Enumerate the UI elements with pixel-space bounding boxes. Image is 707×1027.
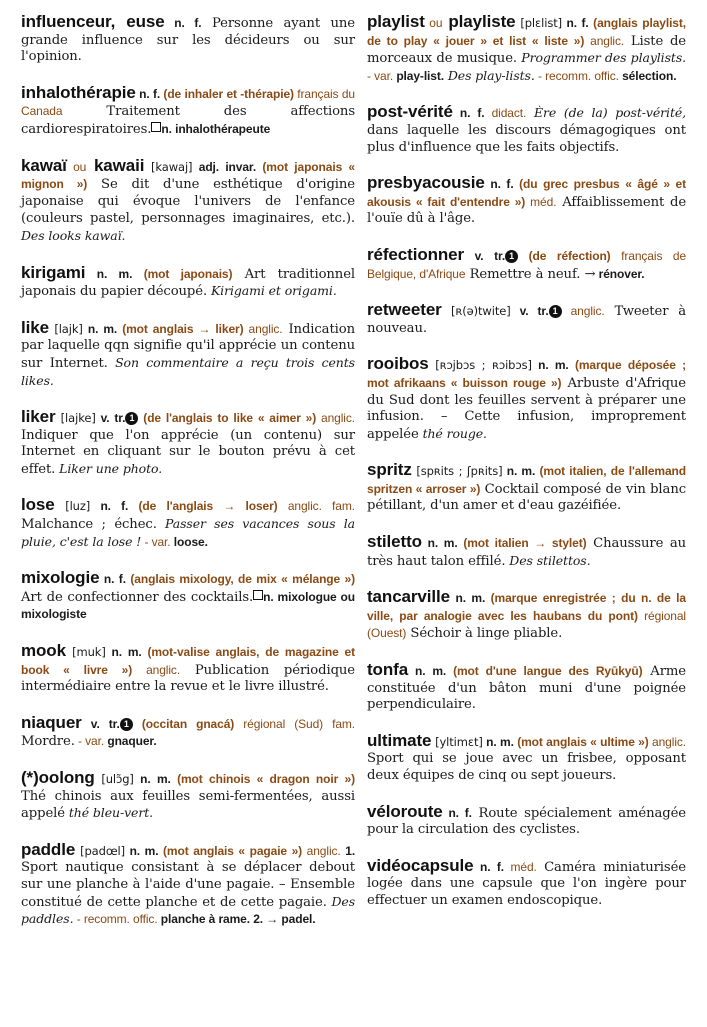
usage-label: - var. bbox=[367, 68, 394, 83]
dictionary-entry bbox=[21, 712, 356, 751]
dictionary-entry bbox=[367, 14, 686, 85]
grammar-label: 1. bbox=[345, 843, 356, 858]
grammar-label: n. m. bbox=[427, 536, 458, 551]
example: Des looks kawaï. bbox=[21, 227, 126, 243]
headword: rooibos bbox=[367, 354, 429, 374]
dictionary-entry bbox=[367, 175, 686, 228]
grammar-label: n. f. bbox=[459, 106, 485, 121]
headword: lose bbox=[21, 495, 55, 515]
grammar-label: n. m. bbox=[96, 266, 133, 281]
grammar-label: n. f. bbox=[448, 805, 472, 820]
definition: Sport qui se joue avec un frisbee, opposant deux équipes de cinq ou sept joueurs. bbox=[367, 751, 686, 783]
dictionary-entry bbox=[21, 155, 356, 246]
headword: inhalothérapie bbox=[21, 82, 136, 102]
definition: Malchance ; échec. bbox=[21, 517, 157, 533]
dictionary-entry bbox=[367, 302, 686, 337]
example: Son commentaire a reçu trois cents likes. bbox=[21, 354, 355, 388]
pronunciation: [lajk] bbox=[54, 321, 83, 336]
dictionary-entry bbox=[367, 104, 686, 156]
headword: véloroute bbox=[367, 801, 443, 821]
definition: Art de confectionner des cocktails. bbox=[21, 589, 254, 605]
grammar-label: n. m. bbox=[140, 772, 171, 786]
definition: Cocktail composé de vin blanc pétillant, d'un amer et d'eau gazéifiée. bbox=[367, 481, 686, 514]
etymology: (mot anglais « ultime ») bbox=[517, 734, 649, 749]
definition: Indication par laquelle qqn signifie qu'il apprécie un contenu sur Internet. bbox=[21, 321, 355, 371]
usage-label: méd. bbox=[510, 859, 537, 874]
pronunciation: [kawaj] bbox=[151, 159, 193, 174]
dictionary-entry bbox=[21, 770, 355, 823]
usage-label: ou bbox=[429, 16, 443, 30]
definition: Art traditionnel japonais du papier découpé. bbox=[21, 266, 356, 300]
etymology: (mot chinois « dragon noir ») bbox=[177, 772, 355, 786]
headword: tonfa bbox=[367, 660, 409, 680]
grammar-label: n. m. bbox=[455, 591, 486, 606]
headword: influenceur, euse bbox=[21, 12, 165, 31]
grammar-label: n. m. bbox=[111, 645, 142, 660]
definition: Thé chinois aux feuilles semi-fermentées, aussi appelé bbox=[21, 788, 355, 822]
definition: Chaussure au très haut talon effilé. bbox=[367, 536, 686, 569]
usage-label: français de Belgique, d'Afrique bbox=[367, 248, 687, 281]
dictionary-entry bbox=[21, 14, 355, 66]
cross-reference: play-list. bbox=[396, 68, 444, 83]
etymology: (mot-valise anglais, de magazine et book « livre ») bbox=[21, 645, 356, 677]
grammar-label: 2. → bbox=[253, 912, 279, 927]
pronunciation: [ulɔ̃g] bbox=[101, 772, 134, 786]
usage-label: - recomm. offic. bbox=[76, 912, 158, 927]
definition: Arme constituée d'un bâton muni d'une poignée perpendiculaire. bbox=[367, 664, 687, 713]
dictionary-entry bbox=[367, 534, 686, 570]
definition: Remettre à neuf. → bbox=[469, 266, 596, 282]
etymology: (mot japonais « mignon ») bbox=[21, 159, 356, 192]
dictionary-entry bbox=[367, 730, 687, 785]
etymology: (du grec presbus « âgé » et akousis « fait d'entendre ») bbox=[367, 177, 686, 209]
usage-label: anglic. bbox=[321, 411, 356, 426]
definition: Arbuste d'Afrique du Sud dont les feuilles servent à préparer une infusion. – Cette infusion, improprement appelée bbox=[367, 375, 686, 442]
usage-label: - var. bbox=[78, 734, 105, 749]
usage-label: anglic. bbox=[570, 304, 605, 319]
example: Des stilettos. bbox=[509, 552, 591, 568]
headword: liker bbox=[21, 407, 56, 427]
headword: mixologie bbox=[21, 568, 100, 588]
etymology: (occitan gnacá) bbox=[141, 716, 235, 731]
headword: retweeter bbox=[367, 300, 442, 320]
definition: Liste de morceaux de musique. bbox=[367, 33, 686, 67]
etymology: (de l'anglais to like « aimer ») bbox=[143, 411, 317, 426]
headword: playlist bbox=[367, 12, 425, 31]
usage-label: ou bbox=[73, 159, 87, 174]
right-column bbox=[367, 0, 707, 1027]
definition: Caméra miniaturisée logée dans une capsule que l'on ingère pour effectuer un examen endoscopique. bbox=[367, 859, 686, 908]
example: thé rouge. bbox=[422, 425, 487, 441]
usage-label: français du Canada bbox=[21, 86, 355, 119]
grammar-label: n. f. bbox=[103, 572, 126, 587]
etymology: (marque déposée ; mot afrikaans « buisson rouge ») bbox=[367, 358, 686, 390]
headword: kawaii bbox=[93, 155, 145, 175]
dictionary-entry bbox=[21, 839, 356, 929]
example: thé bleu-vert. bbox=[68, 805, 154, 821]
headword: stiletto bbox=[367, 532, 422, 552]
dictionary-entry bbox=[21, 643, 355, 696]
pronunciation: [lajke] bbox=[60, 411, 96, 426]
etymology: (anglais playlist, de to play « jouer » et list « liste ») bbox=[367, 16, 687, 48]
grammar-label: n. m. bbox=[538, 358, 569, 373]
usage-label: anglic. fam. bbox=[287, 499, 355, 514]
conjugation-badge: 1 bbox=[505, 250, 518, 263]
dictionary-entry bbox=[367, 356, 686, 443]
dictionary-entry bbox=[21, 82, 355, 139]
usage-label: anglic. bbox=[146, 662, 181, 677]
definition: dans laquelle les discours démagogiques ont plus d'influence que les faits objectifs. bbox=[367, 122, 686, 155]
etymology: (mot italien → stylet) bbox=[463, 536, 587, 551]
definition: Traitement des affections cardiorespiratoires. bbox=[21, 104, 355, 137]
grammar-label: v. tr. bbox=[519, 304, 549, 319]
etymology: (de inhaler et -thérapie) bbox=[163, 86, 294, 101]
headword: kawaï bbox=[21, 155, 67, 175]
usage-label: anglic. bbox=[306, 843, 341, 858]
conjugation-badge: 1 bbox=[549, 305, 562, 318]
headword: niaquer bbox=[21, 712, 82, 732]
grammar-label: n. mixologue ou mixologiste bbox=[21, 589, 356, 622]
pronunciation: [yltimɛt] bbox=[435, 734, 483, 749]
grammar-label: n. m. bbox=[414, 664, 447, 679]
headword: réfectionner bbox=[367, 244, 465, 264]
grammar-label: n. f. bbox=[566, 16, 589, 30]
dictionary-entry bbox=[21, 317, 355, 390]
pronunciation: [ʀ(ə)twite] bbox=[451, 304, 511, 319]
headword: tancarville bbox=[367, 587, 451, 607]
dictionary-entry bbox=[21, 409, 355, 478]
headword: post-vérité bbox=[367, 102, 453, 122]
headword: playliste bbox=[448, 12, 516, 31]
usage-label: - recomm. offic. bbox=[537, 68, 619, 83]
square-icon bbox=[253, 590, 263, 600]
definition: Sport nautique consistant à se déplacer debout sur une planche à l'aide d'une pagaie. – Ensemble constitué de cette planche et de cette pagaie. bbox=[21, 860, 355, 910]
grammar-label: v. tr. bbox=[100, 411, 126, 426]
definition: Publication périodique intermédiaire entre la revue et le livre illustré. bbox=[21, 662, 356, 695]
dictionary-entry bbox=[21, 262, 356, 301]
example: Liker une photo. bbox=[59, 460, 163, 476]
square-icon bbox=[151, 122, 161, 132]
headword: presbyacousie bbox=[367, 173, 485, 193]
grammar-label: v. tr. bbox=[474, 248, 506, 263]
etymology: (mot d'une langue des Ryūkyū) bbox=[453, 664, 643, 679]
definition: Séchoir à linge pliable. bbox=[410, 626, 563, 642]
definition: Personne ayant une grande influence sur les décideurs ou sur l'opinion. bbox=[21, 16, 356, 65]
headword: kirigami bbox=[21, 262, 86, 282]
example: Ère (de la) post-vérité, bbox=[533, 105, 687, 121]
definition: Indiquer que l'on apprécie (un contenu) sur Internet en cliquant sur le bouton prévu à cet effet. bbox=[21, 427, 355, 477]
headword: vidéocapsule bbox=[367, 855, 474, 875]
headword: like bbox=[21, 317, 49, 337]
headword: paddle bbox=[21, 839, 76, 859]
dictionary-entry bbox=[21, 497, 355, 551]
usage-label: régional (Sud) fam. bbox=[243, 716, 356, 731]
etymology: (marque enregistrée ; du n. de la ville, par analogie avec les haubans du pont) bbox=[367, 591, 686, 623]
grammar-label: n. f. bbox=[174, 16, 202, 30]
usage-label: anglic. bbox=[590, 33, 625, 48]
grammar-label: adj. invar. bbox=[198, 159, 257, 174]
usage-label: anglic. bbox=[248, 321, 283, 336]
headword: spritz bbox=[367, 460, 412, 480]
definition: Affaiblissement de l'ouïe dû à l'âge. bbox=[367, 194, 687, 227]
example: Des play-lists. bbox=[447, 67, 535, 83]
etymology: (mot anglais « pagaie ») bbox=[163, 843, 303, 858]
definition: Tweeter à nouveau. bbox=[367, 304, 687, 336]
etymology: (de réfection) bbox=[528, 248, 611, 263]
pronunciation: [ʀɔjbɔs ; ʀɔibɔs] bbox=[435, 358, 532, 373]
grammar-label: n. inhalothérapeute bbox=[161, 121, 271, 136]
grammar-label: n. m. bbox=[486, 734, 514, 749]
etymology: (anglais mixology, de mix « mélange ») bbox=[130, 572, 356, 587]
usage-label: régional (Ouest) bbox=[367, 608, 686, 641]
grammar-label: n. f. bbox=[490, 177, 514, 192]
usage-label: anglic. bbox=[652, 734, 687, 749]
etymology: (de l'anglais → loser) bbox=[138, 499, 278, 514]
conjugation-badge: 1 bbox=[120, 718, 133, 731]
dictionary-entry bbox=[367, 801, 686, 839]
pronunciation: [muk] bbox=[72, 645, 106, 660]
definition: Mordre. bbox=[21, 734, 75, 750]
dictionary-entry bbox=[21, 570, 355, 624]
grammar-label: n. m. bbox=[87, 321, 118, 336]
etymology: (mot anglais → liker) bbox=[122, 321, 244, 336]
cross-reference: rénover. bbox=[598, 266, 645, 281]
definition: Route spécialement aménagée pour la circulation des cyclistes. bbox=[367, 805, 686, 838]
example: Passer ses vacances sous la pluie, c'est la lose ! bbox=[21, 516, 355, 549]
headword: mook bbox=[21, 641, 66, 661]
cross-reference: planche à rame. bbox=[160, 912, 250, 927]
grammar-label: n. m. bbox=[129, 843, 159, 858]
cross-reference: padel. bbox=[281, 912, 316, 927]
example: Des paddles. bbox=[21, 893, 356, 927]
pronunciation: [plɛlist] bbox=[520, 16, 563, 30]
headword: (*)oolong bbox=[21, 768, 95, 787]
example: Kirigami et origami. bbox=[210, 283, 337, 299]
pronunciation: [spʀits ; ʃpʀits] bbox=[416, 464, 503, 479]
cross-reference: sélection. bbox=[622, 68, 677, 83]
pronunciation: [luz] bbox=[65, 499, 91, 514]
etymology: (mot italien, de l'allemand spritzen « arroser ») bbox=[367, 464, 686, 496]
dictionary-entry bbox=[367, 662, 686, 714]
dictionary-entry bbox=[367, 244, 687, 283]
grammar-label: n. f. bbox=[100, 499, 129, 514]
dictionary-entry bbox=[367, 589, 686, 643]
grammar-label: n. f. bbox=[139, 86, 161, 101]
pronunciation: [padœl] bbox=[80, 843, 125, 858]
grammar-label: n. m. bbox=[506, 464, 536, 479]
headword: ultimate bbox=[367, 730, 432, 750]
conjugation-badge: 1 bbox=[125, 412, 138, 425]
dictionary-entry bbox=[367, 855, 686, 910]
dictionary-entry bbox=[367, 462, 686, 515]
usage-label: méd. bbox=[530, 194, 557, 209]
grammar-label: n. f. bbox=[479, 859, 505, 874]
usage-label: didact. bbox=[491, 106, 527, 121]
definition: Se dit d'une esthétique d'origine japonaise qui évoque l'univers de l'enfance (couleurs pastel, personnages imaginaires, etc.). bbox=[21, 177, 355, 227]
example: Programmer des playlists. bbox=[521, 50, 687, 66]
cross-reference: gnaquer. bbox=[107, 734, 157, 749]
grammar-label: v. tr. bbox=[90, 716, 120, 731]
cross-reference: loose. bbox=[173, 534, 208, 549]
etymology: (mot japonais) bbox=[143, 266, 233, 281]
usage-label: - var. bbox=[144, 534, 171, 549]
